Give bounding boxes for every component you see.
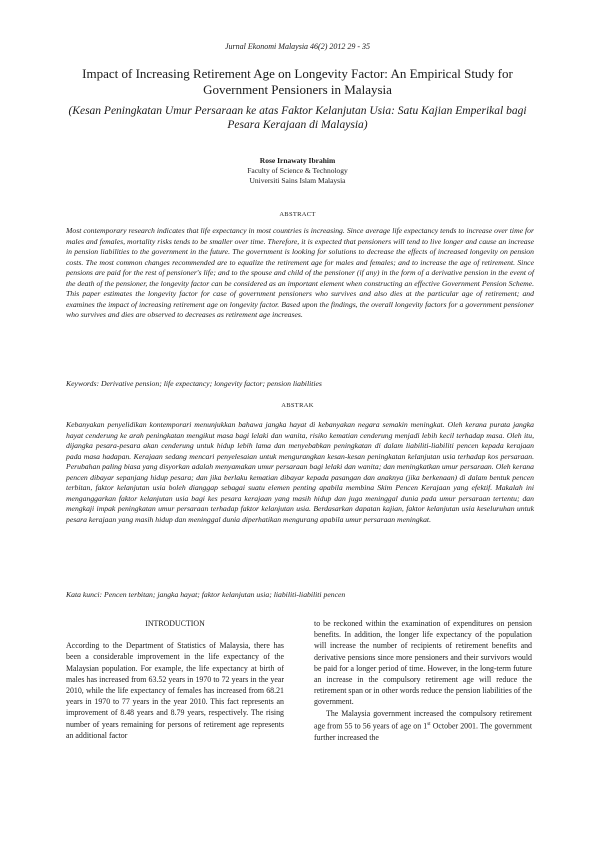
abstract-heading: ABSTRACT bbox=[279, 211, 316, 218]
abstrak-heading: ABSTRAK bbox=[281, 402, 314, 409]
abstract-text: Most contemporary research indicates that life expectancy in most countries is increasing. Since average life expectancy tends to increase over time for males and females, mortality risks tends to be smaller over time. Therefore, it is expected that pensioners will tend to live longer and cause an increase in pension liabilities to the government in the future. The government is looking for solutions to decrease the effects of increased longevity on pension costs. The most common changes recommended are to equalize the retirement age for males and females; and to increase the age of retirement. Since pensions are paid for the rest of pensioner's life; and to the spouse and child of the pensioner (if any) in the form of a derivative pension in the event of the death of the pensioner, the longevity factor can be considered as an important element when constructing an effective Government Pension Scheme. This paper estimates the longevity factor for case of government pensioners who survives and also dies at the particular age of retirement; and examines the impact of increasing retirement age on longevity factor. Based upon the findings, the overall longevity factors for a government pensioner who survives and dies are observed to decreases as retirement age increases. bbox=[66, 226, 534, 319]
paper-title: Impact of Increasing Retirement Age on Longevity Factor: An Empirical Study for Government Pensioners in Malaysia bbox=[82, 66, 513, 97]
right-column bbox=[314, 618, 532, 743]
author-university: Universiti Sains Islam Malaysia bbox=[249, 176, 346, 185]
author-faculty: Faculty of Science & Technology bbox=[247, 166, 348, 175]
para2-superscript: st bbox=[427, 721, 431, 727]
intro-paragraph-left: According to the Department of Statistics of Malaysia, there has been a considerable improvement in the life expectancy of the Malaysian population. For example, the life expectancy at birth of males has increased from 63.52 years in 1970 to 72 years in the year 2010, while the life expectancy of females has increased from 68.21 years in 1970 to 77 years in the year 2010. This fact represents an improvement of 8.48 years and 8.79 years, respectively. The rising number of years remaining for persons of retirement age represents an additional factor bbox=[66, 641, 284, 740]
journal-citation: Jurnal Ekonomi Malaysia 46(2) 2012 29 - 35 bbox=[224, 42, 371, 51]
abstract-keywords: Keywords: Derivative pension; life expectancy; longevity factor; pension liabilities bbox=[66, 379, 322, 388]
paper-subtitle: (Kesan Peningkatan Umur Persaraan ke atas Faktor Kelanjutan Usia: Satu Kajian Emperikal bagi Pesara Kerajaan di Malaysia) bbox=[68, 105, 527, 131]
author-name: Rose Irnawaty Ibrahim bbox=[259, 156, 336, 165]
abstrak-text: Kebanyakan penyelidikan kontemporari menunjukkan bahawa jangka hayat di kebanyakan negara semakin meningkat. Oleh kerana purata jangka hayat cenderung ke arah peningkatan mengikut masa bagi lelaki dan wanita, risiko kematian cenderung menjadi lebih kecil terhadap masa. Oleh itu, dijangka pesara-pesara akan cenderung untuk hidup lebih lama dan menyebabkan peningkatan di dalam liabiliti-liabiliti pencen kepada kerajaan pada masa hadapan. Kerajaan sedang mencari penyelesaian untuk mengurangkan kesan-kesan peningkatan kelanjutan usia terhadap kos persaraan. Perubahan paling biasa yang disyorkan adalah menyamakan umur persaraan bagi lelaki dan wanita; dan meningkatkan umur persaraan. Oleh kerana pencen dibayar sepanjang hidup pesara; dan jika berlaku kematian dibayar kepada pasangan dan anaknya (jika berkenaan) di dalam bentuk pencen terbitan, faktor kelanjutan usia boleh dianggap sebagai suatu elemen penting apabila membina Skim Pencen Kerajaan yang efektif. Makalah ini menganggarkan faktor kelanjutan usia bagi kes pesara kerajaan yang masih hidup dan juga meninggal dunia pada umur persaraan tertentu; dan mengkaji impak peningkatan umur persaraan terhadap faktor kelanjutan usia. Berdasarkan dapatan kajian, faktor kelanjutan usia keseluruhan untuk pesara kerajaan yang masih hidup dan meninggal dunia diperhatikan mengurang apabila umur persaraan meningkat. bbox=[66, 420, 534, 524]
para2-text-start: The Malaysia government increased the compulsory retirement age from 55 to 56 years of age on 1 bbox=[314, 708, 532, 731]
introduction-heading: INTRODUCTION bbox=[145, 619, 205, 628]
author-block bbox=[0, 156, 595, 186]
para2-text-end: October 2001. The government further increased the bbox=[314, 721, 533, 742]
intro-paragraph-right-1: to be reckoned within the examination of expenditures on pension benefits. In addition, the longer life expectancy of the population will increase the number of recipients of retirement benefits and derivative pensions since more pensioners and their survivors would be paid for a longer period of time. However, in the long-term future an increase in the compulsory retirement age will reduce the retirement span or in other words reduce the pension liabilities of the government. bbox=[314, 619, 532, 707]
abstrak-keywords: Kata kunci: Pencen terbitan; jangka hayat; faktor kelanjutan usia; liabiliti-liabiliti pencen bbox=[66, 590, 346, 599]
intro-paragraph-right-2 bbox=[314, 708, 532, 743]
left-column bbox=[66, 618, 284, 741]
